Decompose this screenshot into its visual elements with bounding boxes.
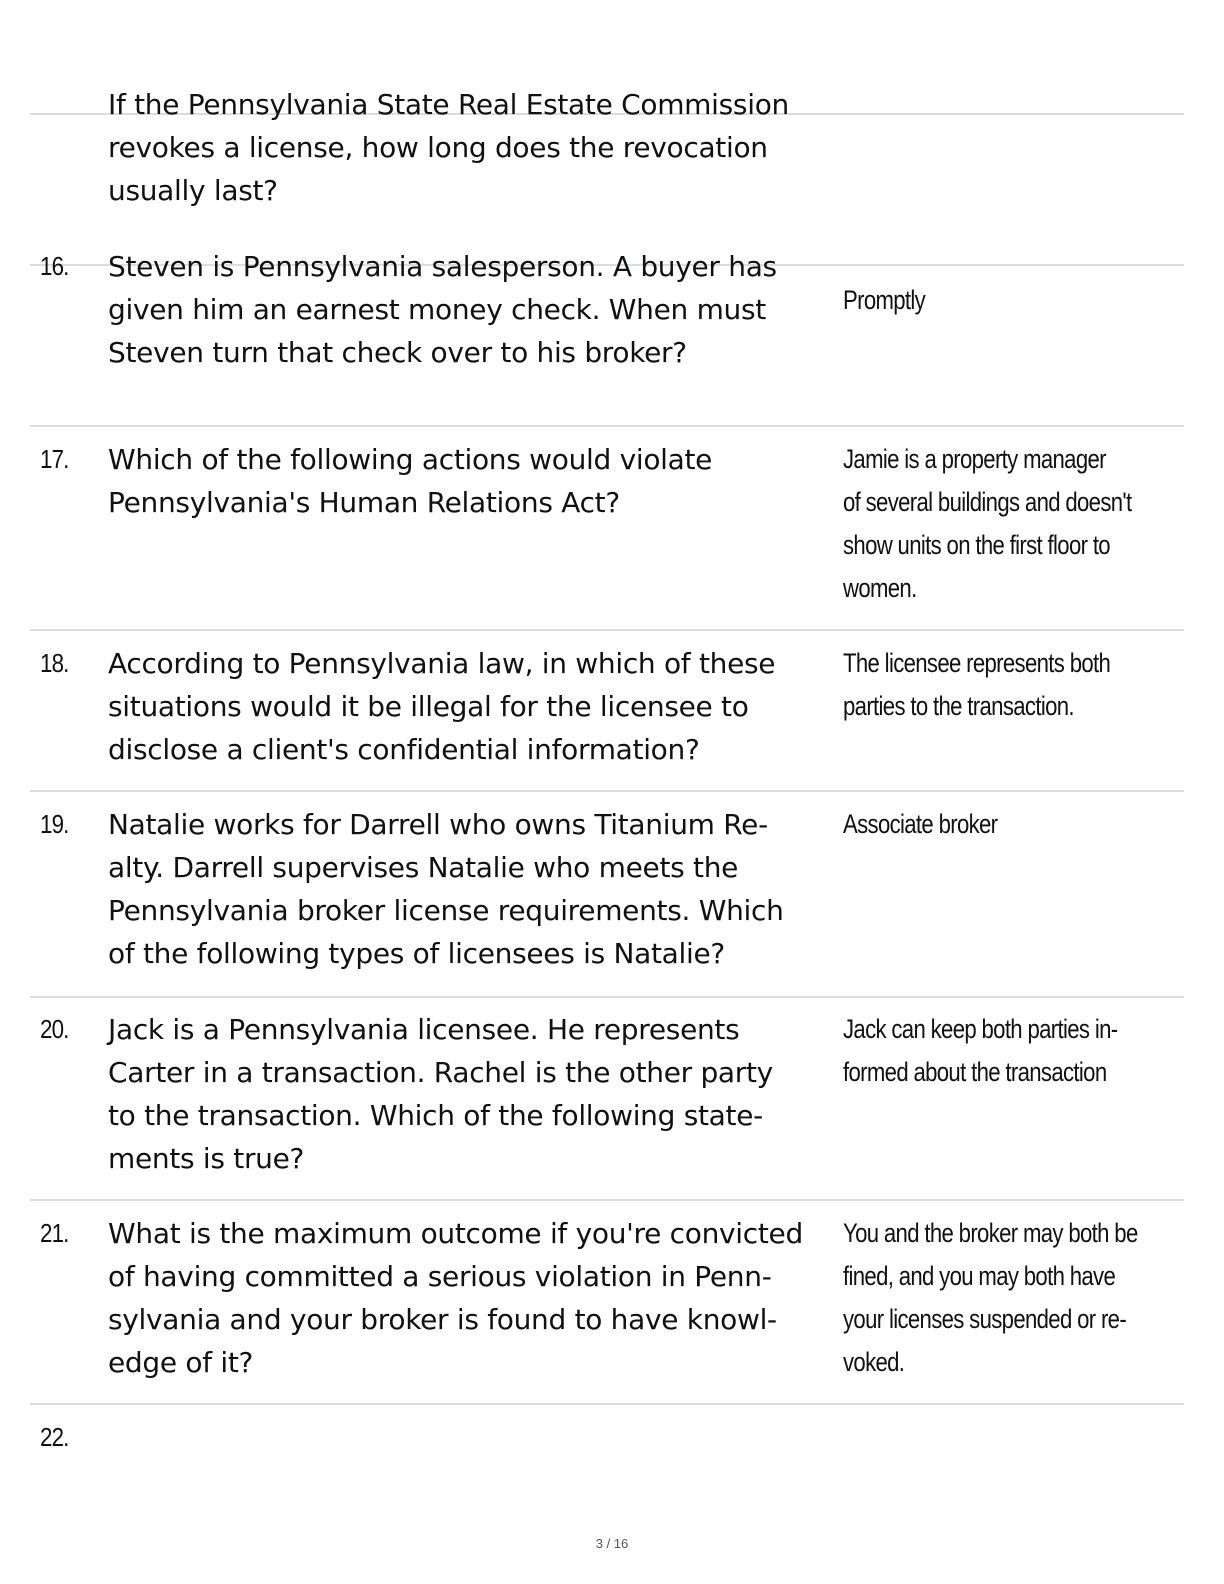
row-divider: [30, 790, 1184, 792]
question-number: 16.: [40, 251, 69, 281]
question-text: Natalie works for Darrell who owns Titanium Re- alty. Darrell supervises Natalie who meets the Pennsylvania broker license requirements. Which of the following types of licensees is Natalie?: [108, 808, 784, 970]
question-text: Jack is a Pennsylvania licensee. He represents Carter in a transaction. Rachel is the other party to the transaction. Which of the following state- ments is true?: [108, 1013, 773, 1175]
question-number: 22.: [40, 1422, 69, 1452]
question-text: If the Pennsylvania State Real Estate Commission revokes a license, how long does the revocation usually last?: [108, 88, 789, 207]
question-number: 21.: [40, 1218, 69, 1248]
answer-text: You and the broker may both be fined, and you may both have your licenses suspended or re- voked.: [843, 1218, 1138, 1377]
answer-text: Jack can keep both parties in- formed about the transaction: [843, 1014, 1118, 1087]
answer-text: Associate broker: [843, 809, 998, 839]
question-number: 18.: [40, 648, 69, 678]
question-number: 19.: [40, 809, 69, 839]
question-number: 17.: [40, 444, 69, 474]
question-text: Steven is Pennsylvania salesperson. A buyer has given him an earnest money check. When must Steven turn that check over to his broker?: [108, 250, 777, 369]
answer-text: The licensee represents both parties to the transaction.: [843, 648, 1111, 721]
question-text: What is the maximum outcome if you're convicted of having committed a serious violation in Penn- sylvania and your broker is found to have knowl- edge of it?: [108, 1217, 803, 1379]
answer-text: Promptly: [843, 285, 926, 315]
row-divider: [30, 1199, 1184, 1201]
question-text: Which of the following actions would violate Pennsylvania's Human Relations Act?: [108, 443, 713, 519]
page-counter: 3 / 16: [595, 1536, 629, 1551]
question-text: According to Pennsylvania law, in which of these situations would it be illegal for the licensee to disclose a client's confidential information?: [108, 647, 776, 766]
answer-text: Jamie is a property manager of several buildings and doesn't show units on the first floor to women.: [843, 444, 1132, 603]
row-divider: [30, 425, 1184, 427]
row-divider: [30, 996, 1184, 998]
row-divider: [30, 629, 1184, 631]
row-divider: [30, 1403, 1184, 1405]
question-number: 20.: [40, 1014, 69, 1044]
